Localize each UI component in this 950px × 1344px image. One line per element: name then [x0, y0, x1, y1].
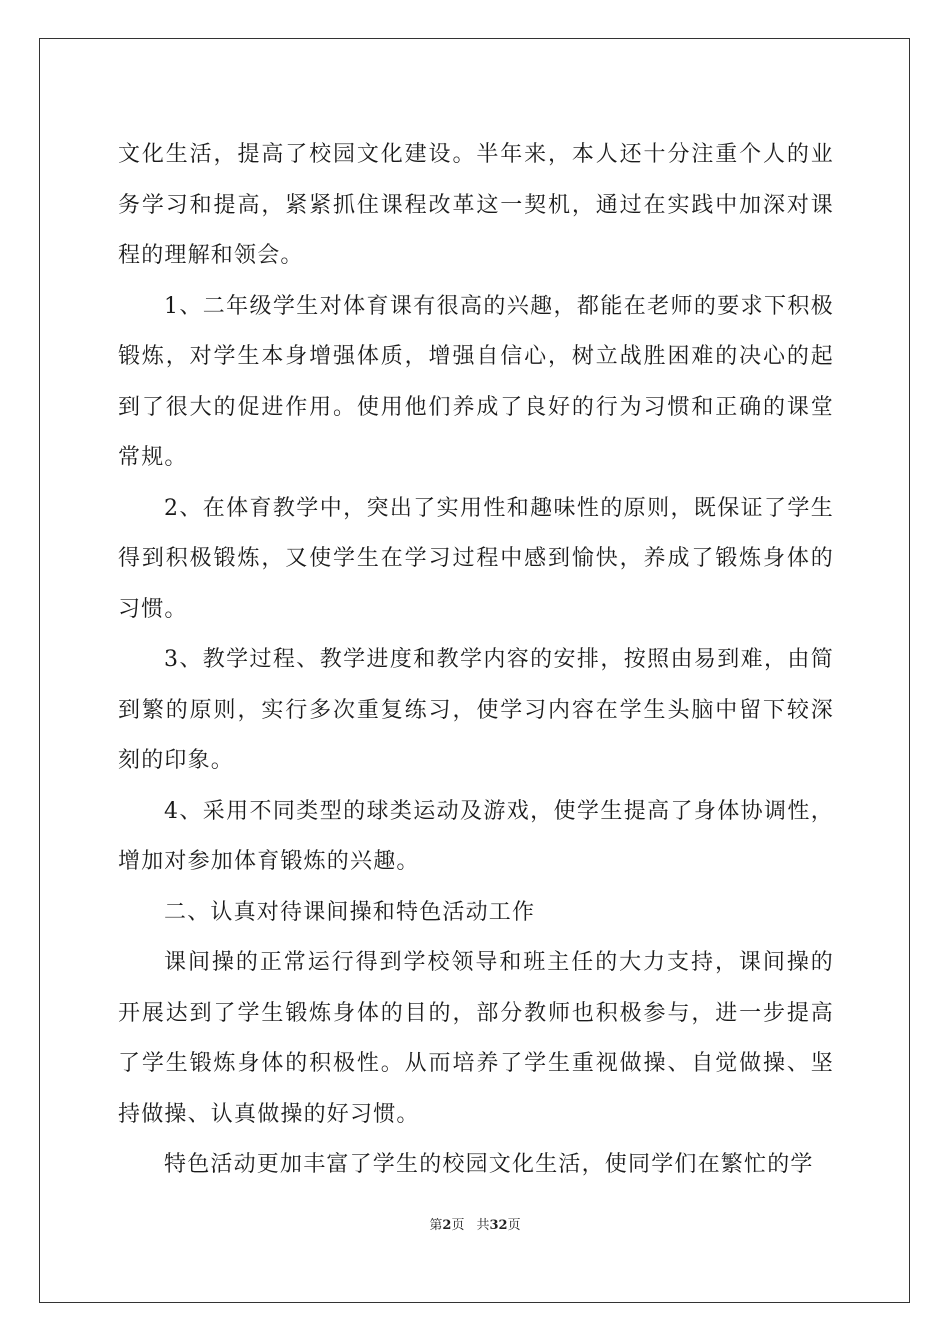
total-suffix: 页: [507, 1218, 521, 1233]
page-prefix: 第: [429, 1218, 443, 1233]
page-number: 2: [442, 1218, 452, 1233]
paragraph-4: 3、教学过程、教学进度和教学内容的安排，按照由易到难，由简到繁的原则，实行多次重复练习，使学习内容在学生头脑中留下较深刻的印象。: [118, 647, 834, 773]
paragraph-1: 文化生活，提高了校园文化建设。半年来，本人还十分注重个人的业务学习和提高，紧紧抓住课程改革这一契机，通过在实践中加深对课程的理解和领会。: [118, 142, 834, 268]
paragraph-6: 课间操的正常运行得到学校领导和班主任的大力支持，课间操的开展达到了学生锻炼身体的目的，部分教师也积极参与，进一步提高了学生锻炼身体的积极性。从而培养了学生重视做操、自觉做操、坚持做操、认真做操的好习惯。: [118, 950, 834, 1127]
page-suffix: 页: [451, 1218, 465, 1233]
page-footer: [0, 1218, 950, 1234]
paragraph-3: 2、在体育教学中，突出了实用性和趣味性的原则，既保证了学生得到积极锻炼，又使学生在学习过程中感到愉快，养成了锻炼身体的习惯。: [118, 495, 834, 622]
paragraph-2: 1、二年级学生对体育课有很高的兴趣，都能在老师的要求下积极锻炼，对学生本身增强体质，增强自信心，树立战胜困难的决心的起到了很大的促进作用。使用他们养成了良好的行为习惯和正确的课堂常规。: [118, 293, 834, 470]
section-heading: 二、认真对待课间操和特色活动工作: [164, 899, 536, 925]
paragraph-7: 特色活动更加丰富了学生的校园文化生活，使同学们在繁忙的学: [164, 1152, 814, 1177]
total-pages: 32: [489, 1218, 508, 1233]
paragraph-5: 4、采用不同类型的球类运动及游戏，使学生提高了身体协调性，增加对参加体育锻炼的兴趣。: [118, 798, 834, 874]
document-body: [118, 130, 834, 1191]
total-prefix: 共: [476, 1218, 490, 1233]
